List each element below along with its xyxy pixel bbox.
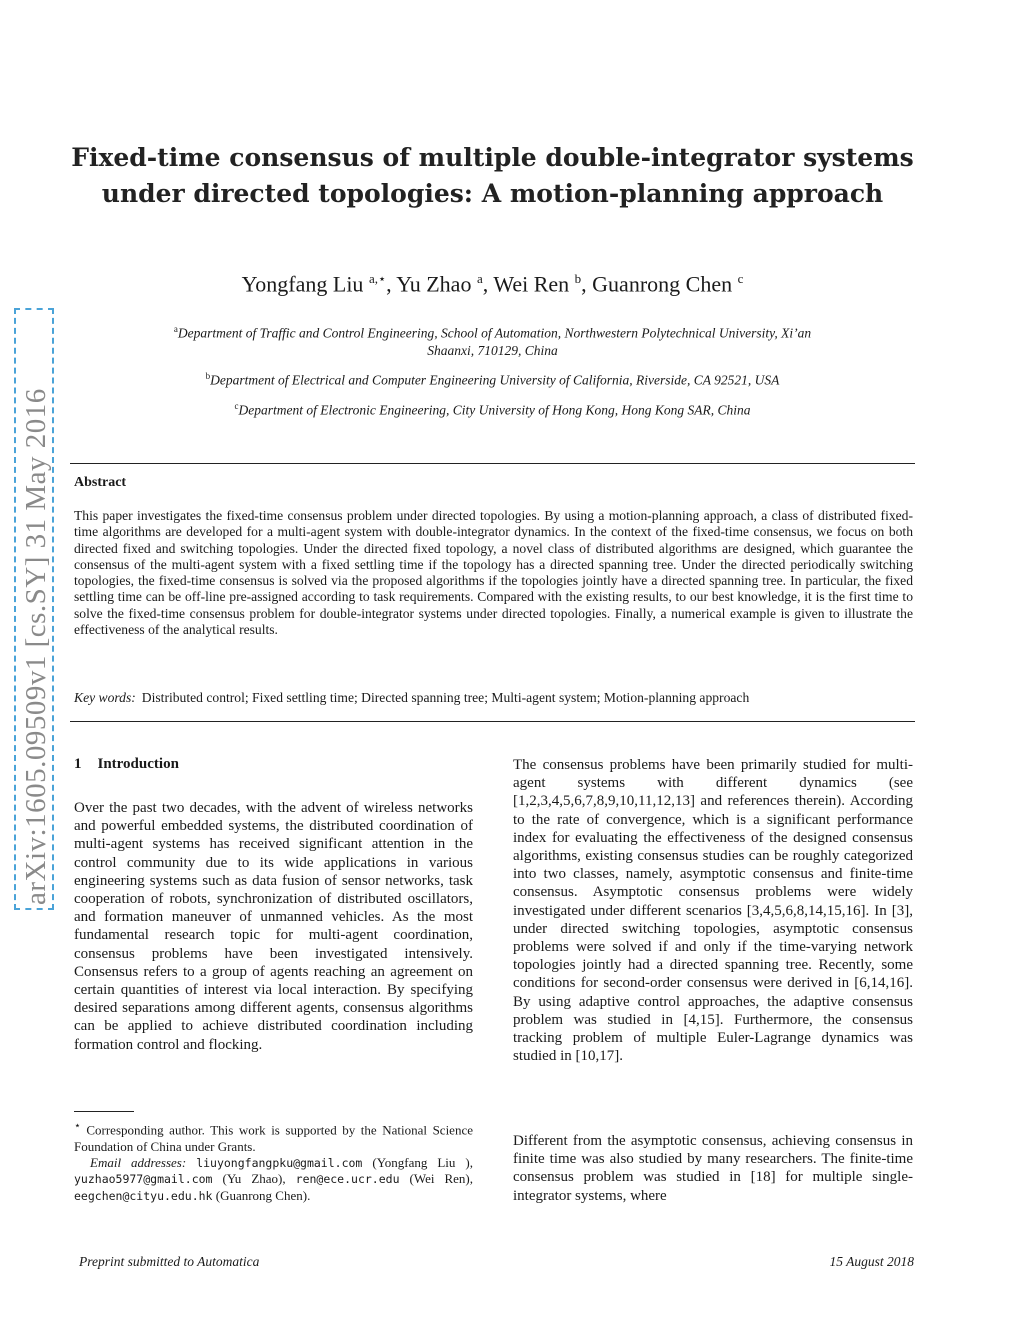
affiliation-text: Department of Electronic Engineering, City University of Hong Kong, Hong Kong SAR, China [238,402,751,418]
title-line-2: under directed topologies: A motion-planning approach [101,179,884,208]
author-list: Yongfang Liu $^{a,⋆}$, Yu Zhao $^a$, Wei Ren $^b$, Guanrong Chen $^c$ [241,271,744,297]
abstract-bottom-rule [70,721,915,722]
abstract-text: This paper investigates the fixed-time consensus problem under directed topologies. By using a motion-planning approach, a class of distributed fixed-time algorithms are developed for a multi-agent system with double-integrator dynamics. In the context of the fixed-time consensus, we focus on both directed fixed and switching topologies. Under the directed fixed topology, a novel class of distributed algorithms are designed, which guarantee the consensus of the multi-agent system with a fixed settling time if the topology has a directed spanning tree. Under the directed periodically switching topologies, the fixed-time consensus is solved via the proposed algorithms if the topologies jointly have a directed spanning tree. In particular, the fixed settling time can be off-line pre-assigned according to task requirements. Compared with the existing results, to our best knowledge, it is the first time to solve the fixed-time consensus problem for double-integrator systems under directed topologies. Finally, a numerical example is given to illustrate the effectiveness of the analytical results. [74,508,913,638]
abstract-top-rule [70,463,915,464]
email-link[interactable]: eegchen@cityu.edu.hk [74,1188,213,1203]
author-name: Wei Ren [493,271,570,297]
footer-date: 15 August 2018 [829,1254,914,1269]
intro-left-paragraph: Over the past two decades, with the advent of wireless networks and powerful embedded systems, the distributed coordination of multi-agent systems has received significant attention in the control community due to its wide applications in various engineering systems such as data fusion of sensor networks, task cooperation of robots, synchronization of distributed oscillators, and formation maneuver of unmanned vehicles. As the most fundamental research topic for multi-agent coordination, consensus problems have been investigated intensively. Consensus refers to a group of agents reaching an agreement on certain quantities of interest via local interaction. By specifying desired separations among different agents, consensus algorithms can be applied to achieve distributed coordination including formation control and flocking. [74,800,473,1053]
abstract-heading: Abstract [74,475,127,490]
author-affiliation-mark: a [476,271,483,286]
email-link[interactable]: ren@ece.ucr.edu [295,1172,400,1187]
affiliation-mark: c [234,401,239,411]
email-label: Email addresses: [90,1155,187,1170]
author-affiliation-mark: a,⋆ [368,271,387,286]
email-owner: (Yongfang Liu ), [372,1155,474,1170]
keywords-label: Key words: [74,690,136,705]
intro-right-paragraph-2: Different from the asymptotic consensus, achieving consensus in finite time was also studied by many researchers. The finite-time consensus problem was studied in [18] for multiple single-integrator systems, where [513,1133,913,1204]
footer-journal: Preprint submitted to Automatica [79,1254,260,1269]
footnote-emails [74,1155,473,1204]
author-name: Yongfang Liu [241,271,364,297]
footnote-rule [74,1111,134,1112]
author-affiliation-mark: b [574,271,582,286]
email-owner: (Wei Ren), [409,1171,474,1187]
author-name: Yu Zhao [396,271,472,297]
paper-title [70,140,915,212]
email-link[interactable]: liuyongfangpku@gmail.com [196,1156,363,1170]
section-heading [74,756,179,773]
keywords [74,690,749,706]
author-name: Guanrong Chen [592,271,733,297]
email-link[interactable]: yuzhao5977@gmail.com [74,1172,213,1187]
affiliation-b [70,368,915,389]
affiliation-a [70,321,915,359]
title-line-1: Fixed-time consensus of multiple double-integrator systems [71,143,914,172]
author-affiliation-mark: c [737,271,744,286]
affiliation-mark: b [205,371,211,381]
keywords-text: Distributed control; Fixed settling time; Directed spanning tree; Multi-agent system; Motion-planning approach [141,690,750,705]
section-number: 1 [74,756,82,772]
intro-right-paragraph-1: The consensus problems have been primarily studied for multi-agent systems with different dynamics (see [1,2,3,4,5,6,7,8,9,10,11,12,13] and references therein). According to the rate of convergence, which is a significant performance index for evaluating the effectiveness of the designed consensus algorithms, existing consensus studies can be roughly categorized into two classes, namely, asymptotic consensus and finite-time consensus. Asymptotic consensus problems were widely investigated under different scenarios [3,4,5,6,8,14,15,16]. In [3], under directed switching topologies, asymptotic consensus problems were solved if and only if the time-varying network topologies jointly had a directed spanning tree. Recently, some conditions for second-order consensus were derived in [6,14,16]. By using adaptive control approaches, the adaptive consensus problem was studied in [4,15]. Furthermore, the consensus tracking problem of multiple Euler-Lagrange dynamics was studied in [10,17]. [513,757,913,1065]
footnote-corresponding [74,1118,473,1155]
email-owner: (Yu Zhao), [222,1171,286,1187]
affiliation-c [70,398,915,419]
affiliation-mark: a [173,324,178,334]
affiliation-text: Shaanxi, 710129, China [427,342,558,358]
arxiv-identifier: arXiv:1605.09509v1 [cs.SY] 31 May 2016 [20,388,52,905]
affiliation-text: Department of Traffic and Control Engineering, School of Automation, Northwestern Polytechnical University, Xi’an [177,325,812,341]
email-owner: (Guanrong Chen). [215,1187,311,1203]
footnote-text: Corresponding author. This work is supported by the National Science Foundation of China under Grants. [74,1122,473,1154]
section-title: Introduction [97,756,179,772]
affiliation-text: Department of Electrical and Computer Engineering University of California, Riverside, CA 92521, USA [210,372,780,388]
footnote-star: ⋆ [74,1120,81,1132]
